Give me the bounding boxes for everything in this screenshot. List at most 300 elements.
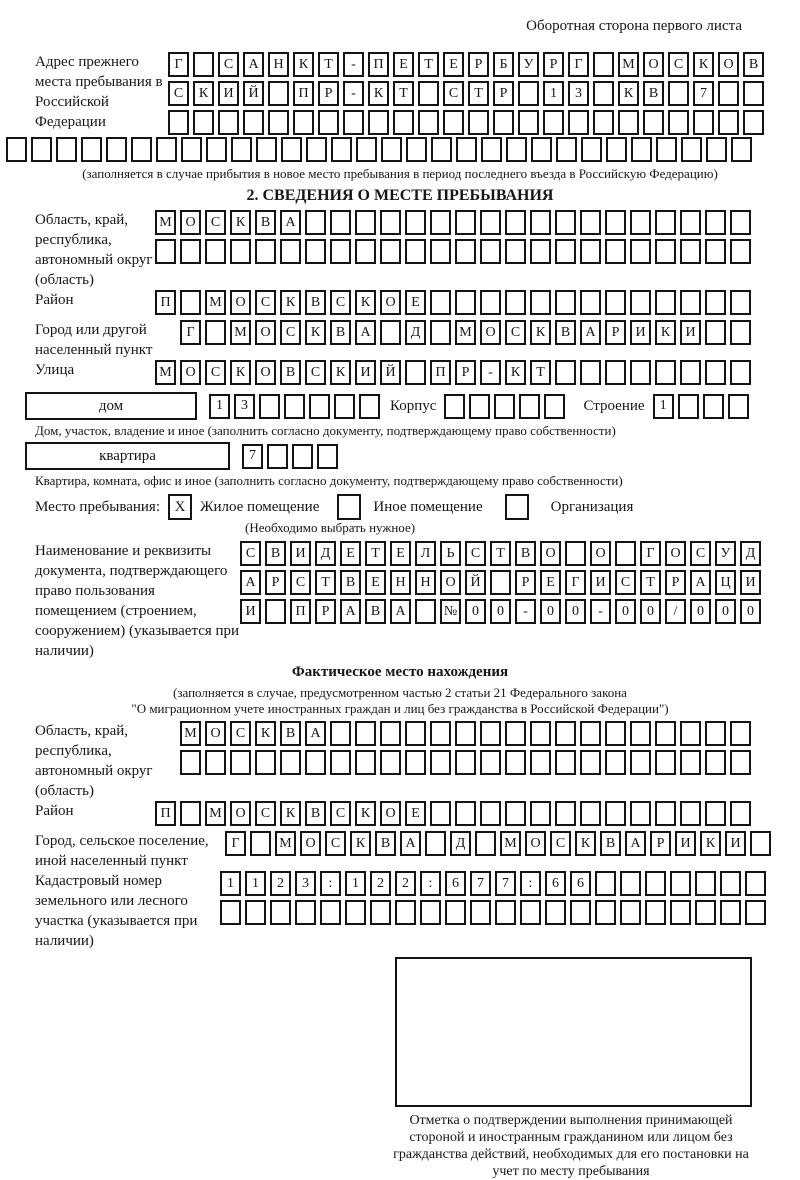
char-box[interactable]: [505, 750, 526, 775]
char-box[interactable]: [193, 110, 214, 135]
char-box[interactable]: /: [665, 599, 686, 624]
char-box[interactable]: [645, 900, 666, 925]
char-box[interactable]: В: [375, 831, 396, 856]
char-box[interactable]: В: [743, 52, 764, 77]
char-box[interactable]: Й: [380, 360, 401, 385]
char-box[interactable]: [418, 81, 439, 106]
char-box[interactable]: О: [230, 801, 251, 826]
char-box[interactable]: Р: [650, 831, 671, 856]
char-box[interactable]: П: [430, 360, 451, 385]
char-box[interactable]: Е: [393, 52, 414, 77]
char-box[interactable]: О: [525, 831, 546, 856]
char-box[interactable]: 0: [615, 599, 636, 624]
char-box[interactable]: М: [275, 831, 296, 856]
char-box[interactable]: [580, 750, 601, 775]
char-box[interactable]: С: [330, 801, 351, 826]
char-box[interactable]: 2: [270, 871, 291, 896]
char-box[interactable]: С: [280, 320, 301, 345]
char-box[interactable]: [444, 394, 465, 419]
char-box[interactable]: 0: [640, 599, 661, 624]
char-box[interactable]: Й: [243, 81, 264, 106]
char-box[interactable]: [680, 721, 701, 746]
char-box[interactable]: В: [330, 320, 351, 345]
char-box[interactable]: [670, 900, 691, 925]
char-box[interactable]: Ц: [715, 570, 736, 595]
char-box[interactable]: П: [290, 599, 311, 624]
char-box[interactable]: Ь: [440, 541, 461, 566]
org-checkbox[interactable]: [505, 494, 529, 520]
char-box[interactable]: [230, 239, 251, 264]
char-box[interactable]: [317, 444, 338, 469]
char-box[interactable]: [750, 831, 771, 856]
char-box[interactable]: [330, 210, 351, 235]
char-box[interactable]: [268, 81, 289, 106]
char-box[interactable]: [530, 210, 551, 235]
char-box[interactable]: [544, 394, 565, 419]
char-box[interactable]: А: [580, 320, 601, 345]
char-box[interactable]: [730, 320, 751, 345]
char-box[interactable]: С: [465, 541, 486, 566]
char-box[interactable]: С: [230, 721, 251, 746]
char-box[interactable]: А: [355, 320, 376, 345]
char-box[interactable]: 1: [345, 871, 366, 896]
char-box[interactable]: [656, 137, 677, 162]
char-box[interactable]: [405, 210, 426, 235]
char-box[interactable]: Е: [405, 290, 426, 315]
char-box[interactable]: [330, 239, 351, 264]
char-box[interactable]: [680, 360, 701, 385]
char-box[interactable]: У: [715, 541, 736, 566]
char-box[interactable]: [480, 210, 501, 235]
char-box[interactable]: [730, 750, 751, 775]
char-box[interactable]: К: [255, 721, 276, 746]
char-box[interactable]: 7: [470, 871, 491, 896]
char-box[interactable]: К: [355, 290, 376, 315]
char-box[interactable]: [355, 210, 376, 235]
char-box[interactable]: [565, 541, 586, 566]
char-box[interactable]: С: [255, 290, 276, 315]
char-box[interactable]: [605, 750, 626, 775]
char-box[interactable]: [430, 721, 451, 746]
char-box[interactable]: [705, 210, 726, 235]
char-box[interactable]: Е: [405, 801, 426, 826]
char-box[interactable]: [359, 394, 380, 419]
char-box[interactable]: [430, 290, 451, 315]
char-box[interactable]: [545, 900, 566, 925]
char-box[interactable]: [305, 750, 326, 775]
char-box[interactable]: [405, 239, 426, 264]
char-box[interactable]: П: [155, 801, 176, 826]
char-box[interactable]: С: [305, 360, 326, 385]
char-box[interactable]: [205, 320, 226, 345]
char-box[interactable]: [555, 239, 576, 264]
char-box[interactable]: [655, 210, 676, 235]
char-box[interactable]: И: [355, 360, 376, 385]
char-box[interactable]: [519, 394, 540, 419]
char-box[interactable]: [455, 210, 476, 235]
char-box[interactable]: [555, 360, 576, 385]
char-box[interactable]: -: [480, 360, 501, 385]
char-box[interactable]: [730, 290, 751, 315]
char-box[interactable]: К: [368, 81, 389, 106]
char-box[interactable]: [681, 137, 702, 162]
char-box[interactable]: -: [515, 599, 536, 624]
char-box[interactable]: Р: [515, 570, 536, 595]
char-box[interactable]: [406, 137, 427, 162]
char-box[interactable]: [281, 137, 302, 162]
char-box[interactable]: И: [740, 570, 761, 595]
char-box[interactable]: [728, 394, 749, 419]
char-box[interactable]: А: [400, 831, 421, 856]
char-box[interactable]: [131, 137, 152, 162]
char-box[interactable]: [680, 750, 701, 775]
char-box[interactable]: [630, 360, 651, 385]
char-box[interactable]: [255, 239, 276, 264]
char-box[interactable]: [356, 137, 377, 162]
char-box[interactable]: [293, 110, 314, 135]
char-box[interactable]: Р: [543, 52, 564, 77]
char-box[interactable]: Т: [490, 541, 511, 566]
char-box[interactable]: С: [168, 81, 189, 106]
char-box[interactable]: [745, 900, 766, 925]
char-box[interactable]: [468, 110, 489, 135]
char-box[interactable]: [555, 290, 576, 315]
char-box[interactable]: [705, 239, 726, 264]
inoe-checkbox[interactable]: [337, 494, 361, 520]
char-box[interactable]: Т: [530, 360, 551, 385]
char-box[interactable]: Е: [390, 541, 411, 566]
char-box[interactable]: С: [240, 541, 261, 566]
char-box[interactable]: М: [155, 210, 176, 235]
char-box[interactable]: [745, 871, 766, 896]
char-box[interactable]: А: [243, 52, 264, 77]
char-box[interactable]: Й: [465, 570, 486, 595]
char-box[interactable]: В: [265, 541, 286, 566]
char-box[interactable]: [345, 900, 366, 925]
char-box[interactable]: [530, 290, 551, 315]
char-box[interactable]: [680, 801, 701, 826]
char-box[interactable]: [205, 239, 226, 264]
char-box[interactable]: [595, 900, 616, 925]
char-box[interactable]: [593, 110, 614, 135]
char-box[interactable]: [555, 721, 576, 746]
char-box[interactable]: [481, 137, 502, 162]
char-box[interactable]: Д: [315, 541, 336, 566]
char-box[interactable]: [431, 137, 452, 162]
char-box[interactable]: [530, 239, 551, 264]
char-box[interactable]: О: [205, 721, 226, 746]
char-box[interactable]: [743, 81, 764, 106]
char-box[interactable]: К: [618, 81, 639, 106]
char-box[interactable]: [530, 801, 551, 826]
char-box[interactable]: [415, 599, 436, 624]
char-box[interactable]: И: [725, 831, 746, 856]
char-box[interactable]: [568, 110, 589, 135]
char-box[interactable]: Т: [418, 52, 439, 77]
char-box[interactable]: Р: [468, 52, 489, 77]
char-box[interactable]: П: [293, 81, 314, 106]
char-box[interactable]: [731, 137, 752, 162]
char-box[interactable]: [381, 137, 402, 162]
char-box[interactable]: С: [443, 81, 464, 106]
char-box[interactable]: [295, 900, 316, 925]
char-box[interactable]: [580, 239, 601, 264]
char-box[interactable]: [730, 801, 751, 826]
char-box[interactable]: Е: [540, 570, 561, 595]
char-box[interactable]: [593, 52, 614, 77]
char-box[interactable]: [695, 900, 716, 925]
char-box[interactable]: В: [255, 210, 276, 235]
char-box[interactable]: С: [330, 290, 351, 315]
char-box[interactable]: Е: [340, 541, 361, 566]
char-box[interactable]: [543, 110, 564, 135]
char-box[interactable]: [531, 137, 552, 162]
char-box[interactable]: Г: [640, 541, 661, 566]
char-box[interactable]: [668, 81, 689, 106]
char-box[interactable]: А: [340, 599, 361, 624]
char-box[interactable]: 1: [653, 394, 674, 419]
char-box[interactable]: 1: [543, 81, 564, 106]
char-box[interactable]: [490, 570, 511, 595]
char-box[interactable]: [655, 290, 676, 315]
char-box[interactable]: [655, 750, 676, 775]
char-box[interactable]: [205, 750, 226, 775]
char-box[interactable]: О: [255, 320, 276, 345]
char-box[interactable]: 0: [740, 599, 761, 624]
char-box[interactable]: [505, 210, 526, 235]
char-box[interactable]: О: [480, 320, 501, 345]
char-box[interactable]: Д: [740, 541, 761, 566]
char-box[interactable]: В: [643, 81, 664, 106]
char-box[interactable]: А: [690, 570, 711, 595]
char-box[interactable]: [405, 750, 426, 775]
char-box[interactable]: [506, 137, 527, 162]
char-box[interactable]: 0: [565, 599, 586, 624]
char-box[interactable]: [555, 750, 576, 775]
char-box[interactable]: [380, 239, 401, 264]
char-box[interactable]: 7: [242, 444, 263, 469]
char-box[interactable]: [580, 210, 601, 235]
char-box[interactable]: О: [540, 541, 561, 566]
char-box[interactable]: М: [205, 290, 226, 315]
char-box[interactable]: [556, 137, 577, 162]
char-box[interactable]: [655, 721, 676, 746]
char-box[interactable]: 2: [370, 871, 391, 896]
char-box[interactable]: И: [590, 570, 611, 595]
char-box[interactable]: О: [440, 570, 461, 595]
char-box[interactable]: [31, 137, 52, 162]
char-box[interactable]: С: [255, 801, 276, 826]
char-box[interactable]: [593, 81, 614, 106]
char-box[interactable]: [455, 239, 476, 264]
char-box[interactable]: [405, 721, 426, 746]
char-box[interactable]: 0: [690, 599, 711, 624]
char-box[interactable]: М: [500, 831, 521, 856]
zhiloe-checkbox[interactable]: X: [168, 494, 192, 520]
char-box[interactable]: [180, 239, 201, 264]
char-box[interactable]: [425, 831, 446, 856]
char-box[interactable]: [355, 750, 376, 775]
char-box[interactable]: М: [155, 360, 176, 385]
char-box[interactable]: [680, 290, 701, 315]
char-box[interactable]: -: [343, 81, 364, 106]
char-box[interactable]: -: [590, 599, 611, 624]
char-box[interactable]: [680, 210, 701, 235]
char-box[interactable]: [705, 290, 726, 315]
char-box[interactable]: Г: [168, 52, 189, 77]
char-box[interactable]: [168, 110, 189, 135]
char-box[interactable]: [606, 137, 627, 162]
char-box[interactable]: [430, 320, 451, 345]
char-box[interactable]: С: [615, 570, 636, 595]
char-box[interactable]: [605, 801, 626, 826]
char-box[interactable]: О: [643, 52, 664, 77]
char-box[interactable]: В: [515, 541, 536, 566]
char-box[interactable]: [420, 900, 441, 925]
char-box[interactable]: [284, 394, 305, 419]
char-box[interactable]: К: [230, 210, 251, 235]
char-box[interactable]: [380, 750, 401, 775]
char-box[interactable]: [505, 290, 526, 315]
char-box[interactable]: [455, 801, 476, 826]
char-box[interactable]: [6, 137, 27, 162]
char-box[interactable]: [655, 801, 676, 826]
char-box[interactable]: Г: [180, 320, 201, 345]
char-box[interactable]: [494, 394, 515, 419]
char-box[interactable]: [605, 721, 626, 746]
char-box[interactable]: [331, 137, 352, 162]
char-box[interactable]: Г: [225, 831, 246, 856]
char-box[interactable]: [255, 750, 276, 775]
char-box[interactable]: [705, 721, 726, 746]
char-box[interactable]: [469, 394, 490, 419]
char-box[interactable]: Р: [265, 570, 286, 595]
char-box[interactable]: [580, 801, 601, 826]
char-box[interactable]: [518, 81, 539, 106]
char-box[interactable]: Т: [315, 570, 336, 595]
char-box[interactable]: Е: [365, 570, 386, 595]
char-box[interactable]: [693, 110, 714, 135]
char-box[interactable]: [56, 137, 77, 162]
char-box[interactable]: [730, 239, 751, 264]
char-box[interactable]: [530, 750, 551, 775]
char-box[interactable]: 1: [245, 871, 266, 896]
char-box[interactable]: [705, 320, 726, 345]
char-box[interactable]: [615, 541, 636, 566]
char-box[interactable]: О: [590, 541, 611, 566]
char-box[interactable]: 2: [395, 871, 416, 896]
char-box[interactable]: В: [305, 290, 326, 315]
char-box[interactable]: [475, 831, 496, 856]
char-box[interactable]: 0: [540, 599, 561, 624]
char-box[interactable]: [334, 394, 355, 419]
char-box[interactable]: М: [618, 52, 639, 77]
char-box[interactable]: [670, 871, 691, 896]
char-box[interactable]: [618, 110, 639, 135]
char-box[interactable]: [320, 900, 341, 925]
char-box[interactable]: [631, 137, 652, 162]
char-box[interactable]: О: [230, 290, 251, 315]
char-box[interactable]: Р: [315, 599, 336, 624]
char-box[interactable]: Р: [318, 81, 339, 106]
char-box[interactable]: [206, 137, 227, 162]
char-box[interactable]: 0: [715, 599, 736, 624]
char-box[interactable]: [605, 210, 626, 235]
char-box[interactable]: [430, 239, 451, 264]
char-box[interactable]: И: [630, 320, 651, 345]
char-box[interactable]: -: [343, 52, 364, 77]
char-box[interactable]: Р: [605, 320, 626, 345]
char-box[interactable]: [493, 110, 514, 135]
char-box[interactable]: М: [230, 320, 251, 345]
char-box[interactable]: К: [193, 81, 214, 106]
char-box[interactable]: [645, 871, 666, 896]
char-box[interactable]: [250, 831, 271, 856]
char-box[interactable]: [455, 721, 476, 746]
char-box[interactable]: [343, 110, 364, 135]
char-box[interactable]: [620, 871, 641, 896]
char-box[interactable]: [156, 137, 177, 162]
char-box[interactable]: [730, 210, 751, 235]
char-box[interactable]: А: [625, 831, 646, 856]
char-box[interactable]: В: [555, 320, 576, 345]
char-box[interactable]: К: [293, 52, 314, 77]
char-box[interactable]: [430, 750, 451, 775]
char-box[interactable]: [330, 750, 351, 775]
char-box[interactable]: С: [205, 360, 226, 385]
char-box[interactable]: [218, 110, 239, 135]
char-box[interactable]: [180, 801, 201, 826]
char-box[interactable]: А: [240, 570, 261, 595]
char-box[interactable]: [193, 52, 214, 77]
char-box[interactable]: П: [368, 52, 389, 77]
char-box[interactable]: К: [530, 320, 551, 345]
char-box[interactable]: [470, 900, 491, 925]
char-box[interactable]: [630, 801, 651, 826]
char-box[interactable]: С: [325, 831, 346, 856]
char-box[interactable]: [605, 290, 626, 315]
char-box[interactable]: [505, 801, 526, 826]
char-box[interactable]: С: [218, 52, 239, 77]
char-box[interactable]: С: [290, 570, 311, 595]
char-box[interactable]: [395, 900, 416, 925]
char-box[interactable]: Т: [468, 81, 489, 106]
char-box[interactable]: [595, 871, 616, 896]
char-box[interactable]: [330, 721, 351, 746]
char-box[interactable]: [680, 239, 701, 264]
char-box[interactable]: [455, 750, 476, 775]
char-box[interactable]: О: [300, 831, 321, 856]
char-box[interactable]: 3: [295, 871, 316, 896]
char-box[interactable]: :: [420, 871, 441, 896]
char-box[interactable]: 6: [570, 871, 591, 896]
char-box[interactable]: [305, 239, 326, 264]
char-box[interactable]: О: [718, 52, 739, 77]
char-box[interactable]: С: [690, 541, 711, 566]
char-box[interactable]: Л: [415, 541, 436, 566]
char-box[interactable]: [418, 110, 439, 135]
char-box[interactable]: [555, 801, 576, 826]
char-box[interactable]: [106, 137, 127, 162]
char-box[interactable]: [243, 110, 264, 135]
char-box[interactable]: 1: [209, 394, 230, 419]
char-box[interactable]: К: [693, 52, 714, 77]
char-box[interactable]: [380, 320, 401, 345]
char-box[interactable]: 3: [568, 81, 589, 106]
char-box[interactable]: [430, 210, 451, 235]
char-box[interactable]: [581, 137, 602, 162]
char-box[interactable]: И: [675, 831, 696, 856]
